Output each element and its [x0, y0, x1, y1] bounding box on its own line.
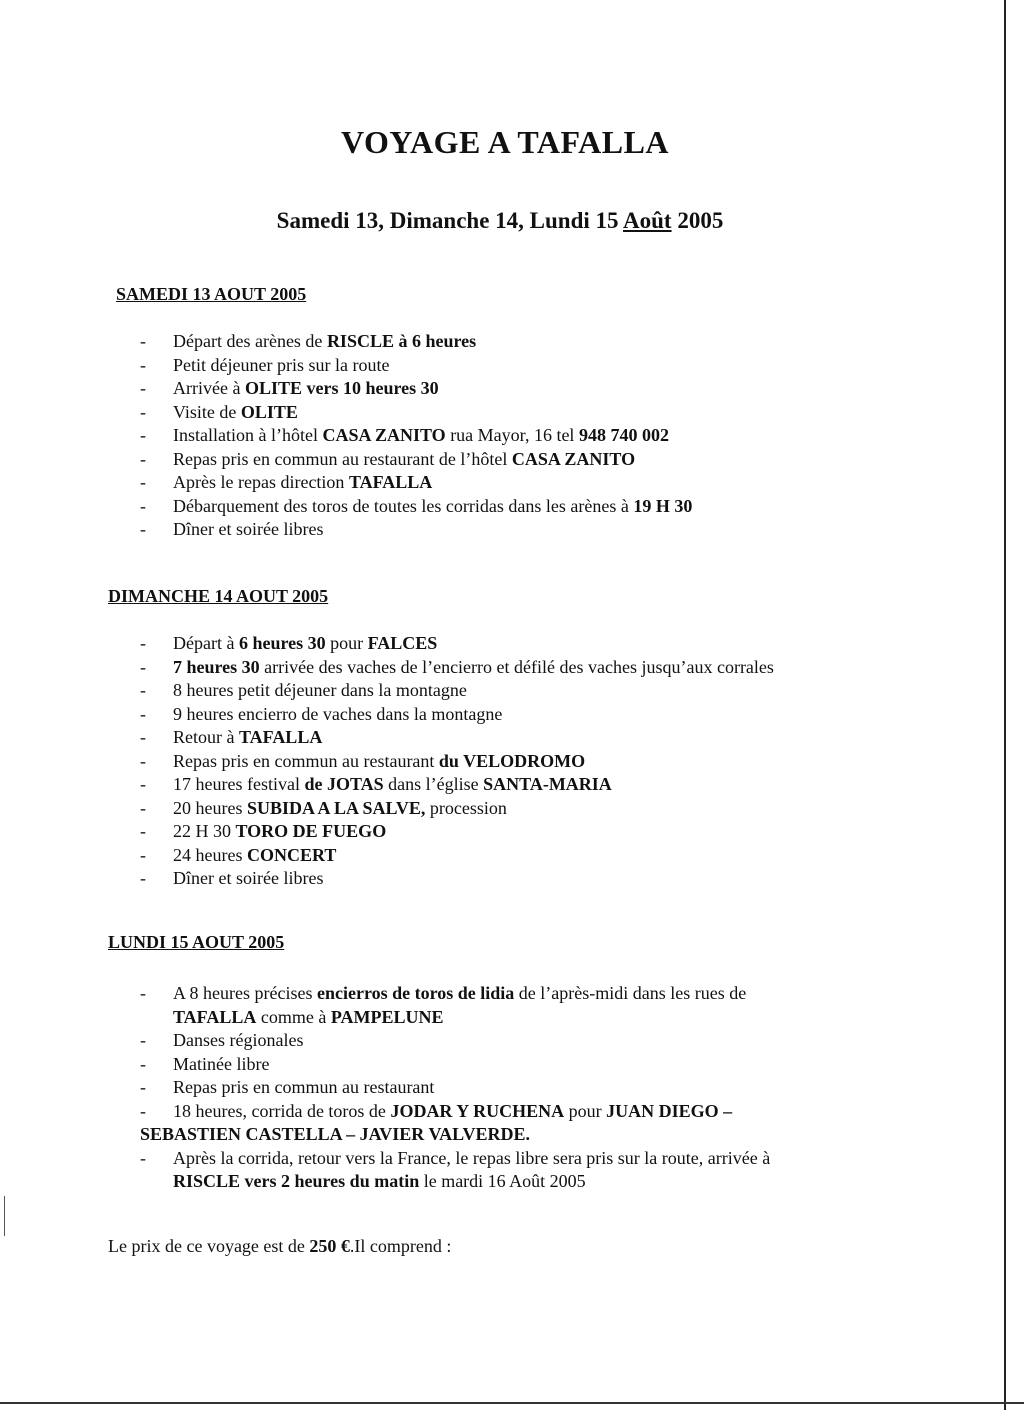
text-run: pour	[325, 633, 368, 653]
text-run: RISCLE à 6 heures	[326, 331, 477, 351]
samedi-list	[140, 330, 970, 542]
dimanche-list	[140, 632, 970, 891]
scan-edge-left	[4, 1196, 5, 1236]
list-item	[140, 424, 970, 448]
list-item	[140, 656, 970, 680]
list-item	[140, 1100, 970, 1124]
text-run: 17 heures festival	[173, 774, 305, 794]
list-item	[140, 820, 970, 844]
list-item	[140, 377, 970, 401]
text-run: de l’après-midi dans les rues de	[514, 983, 747, 1003]
bullet-dash: -	[140, 774, 146, 794]
list-item	[140, 867, 970, 891]
text-run: pour	[564, 1100, 607, 1121]
text-run: Après la corrida, retour vers la France, le repas libre sera pris sur la route, arrivée à	[173, 1147, 771, 1168]
document-title: VOYAGE A TAFALLA	[340, 124, 670, 160]
text-run: Départ à	[173, 633, 239, 653]
text-run: 250 €	[309, 1236, 350, 1256]
bullet-dash: -	[140, 425, 146, 445]
text-run: procession	[425, 797, 507, 818]
bullet-dash: -	[140, 401, 146, 422]
bullet-dash: -	[140, 1053, 146, 1074]
list-item	[140, 632, 970, 656]
list-item	[140, 1053, 970, 1077]
text-run: 24 heures	[173, 844, 247, 865]
text-run: 19 H 30	[633, 495, 693, 516]
list-item	[140, 401, 970, 425]
text-run: CONCERT	[246, 844, 337, 865]
list-item	[140, 844, 970, 868]
list-item	[140, 703, 970, 727]
text-run: du VELODROMO	[438, 750, 586, 771]
subtitle-month: Août	[623, 208, 672, 233]
price-statement	[108, 1236, 451, 1257]
list-item	[140, 1147, 970, 1171]
document-subtitle	[0, 208, 1000, 234]
text-run: SANTA-MARIA	[483, 774, 612, 794]
bullet-dash: -	[140, 656, 146, 677]
text-run: 7 heures 30	[173, 656, 260, 677]
bullet-dash: -	[140, 472, 146, 492]
list-item	[140, 471, 970, 495]
bullet-dash: -	[140, 495, 146, 516]
text-run: 9 heures encierro de vaches dans la montagne	[173, 703, 503, 724]
bullet-dash: -	[140, 378, 146, 398]
text-run: JUAN DIEGO –	[606, 1100, 733, 1121]
text-run: TAFALLA	[173, 1006, 257, 1027]
bullet-dash: -	[140, 331, 146, 351]
list-item	[140, 797, 970, 821]
subtitle-dates: Samedi 13, Dimanche 14, Lundi 15	[276, 208, 624, 233]
text-run: encierros de toros de lidia	[316, 983, 515, 1003]
scan-edge-right	[1004, 0, 1006, 1410]
list-item	[140, 679, 970, 703]
text-run: PAMPELUNE	[330, 1006, 444, 1027]
bullet-dash: -	[140, 1147, 146, 1168]
text-run: Dîner et soirée libres	[173, 519, 324, 539]
subtitle-year: 2005	[671, 208, 724, 233]
bullet-dash: -	[140, 797, 146, 818]
bullet-dash: -	[140, 680, 146, 700]
text-run: Visite de	[173, 401, 241, 422]
bullet-dash: -	[140, 727, 146, 747]
bullet-dash: -	[140, 750, 146, 771]
text-run: FALCES	[367, 633, 438, 653]
bullet-dash: -	[140, 844, 146, 865]
text-run: Repas pris en commun au restaurant de l’hôtel	[173, 448, 512, 469]
list-item	[140, 495, 970, 519]
text-run: RISCLE vers 2 heures du matin	[173, 1171, 420, 1191]
bullet-dash: -	[140, 1030, 146, 1050]
text-run: Matinée libre	[173, 1053, 270, 1074]
text-run: OLITE vers 10 heures 30	[244, 378, 439, 398]
text-run: TAFALLA	[348, 472, 433, 492]
text-run: 948 740 002	[578, 425, 669, 445]
text-run: CASA ZANITO	[511, 448, 636, 469]
text-run: OLITE	[240, 401, 298, 422]
text-run: 8 heures petit déjeuner dans la montagne	[173, 680, 467, 700]
text-run: .Il comprend :	[349, 1236, 452, 1256]
text-run: Arrivée à	[173, 378, 245, 398]
text-run: A 8 heures précises	[173, 983, 317, 1003]
list-item	[140, 982, 970, 1006]
text-run: TAFALLA	[238, 727, 323, 747]
text-run: Départ des arènes de	[173, 331, 327, 351]
text-run: Dîner et soirée libres	[173, 868, 324, 888]
bullet-dash: -	[140, 448, 146, 469]
text-run: Installation à l’hôtel	[173, 425, 323, 445]
bullet-dash: -	[140, 633, 146, 653]
text-run: Après le repas direction	[173, 472, 349, 492]
list-item	[140, 750, 970, 774]
text-run: JODAR Y RUCHENA	[390, 1100, 565, 1121]
text-run: dans l’église	[383, 774, 484, 794]
text-run: SUBIDA A LA SALVE,	[246, 797, 426, 818]
list-item	[140, 726, 970, 750]
list-item-continuation	[107, 1123, 970, 1147]
list-item	[140, 518, 970, 542]
list-item	[140, 330, 970, 354]
list-item	[140, 1029, 970, 1053]
text-run: de JOTAS	[304, 774, 384, 794]
list-item-continuation	[140, 1006, 970, 1030]
section-heading-lundi: LUNDI 15 AOUT 2005	[108, 932, 285, 952]
scan-edge-bottom	[0, 1402, 1024, 1404]
text-run: CASA ZANITO	[322, 425, 446, 445]
text-run: SEBASTIEN CASTELLA – JAVIER VALVERDE.	[140, 1124, 530, 1144]
text-run: 20 heures	[173, 797, 247, 818]
text-run: Petit déjeuner pris sur la route	[173, 354, 390, 375]
section-heading-dimanche: DIMANCHE 14 AOUT 2005	[108, 586, 329, 606]
text-run: Repas pris en commun au restaurant	[173, 750, 439, 771]
list-item	[140, 1076, 970, 1100]
text-run: le mardi 16 Août 2005	[419, 1171, 586, 1191]
list-item	[140, 773, 970, 797]
bullet-dash: -	[140, 868, 146, 888]
text-run: comme à	[256, 1006, 331, 1027]
text-run: 18 heures, corrida de toros de	[173, 1100, 391, 1121]
list-item-continuation	[140, 1170, 970, 1194]
bullet-dash: -	[140, 983, 146, 1003]
text-run: Danses régionales	[173, 1030, 304, 1050]
text-run: arrivée des vaches de l’encierro et défilé des vaches jusqu’aux corrales	[259, 656, 774, 677]
bullet-dash: -	[140, 1077, 146, 1097]
text-run: Le prix de ce voyage est de	[108, 1236, 310, 1256]
text-run: Débarquement des toros de toutes les corridas dans les arènes à	[173, 495, 634, 516]
section-heading-samedi: SAMEDI 13 AOUT 2005	[116, 284, 307, 304]
text-run: TORO DE FUEGO	[235, 821, 387, 841]
text-run: Retour à	[173, 727, 239, 747]
list-item	[140, 354, 970, 378]
text-run: 22 H 30	[173, 821, 236, 841]
list-item	[140, 448, 970, 472]
text-run: Repas pris en commun au restaurant	[173, 1077, 435, 1097]
text-run: 6 heures 30	[238, 633, 326, 653]
bullet-dash: -	[140, 703, 146, 724]
bullet-dash: -	[140, 821, 146, 841]
text-run: rua Mayor, 16 tel	[445, 425, 579, 445]
bullet-dash: -	[140, 1100, 146, 1121]
bullet-dash: -	[140, 519, 146, 539]
lundi-list	[140, 982, 970, 1194]
bullet-dash: -	[140, 354, 146, 375]
